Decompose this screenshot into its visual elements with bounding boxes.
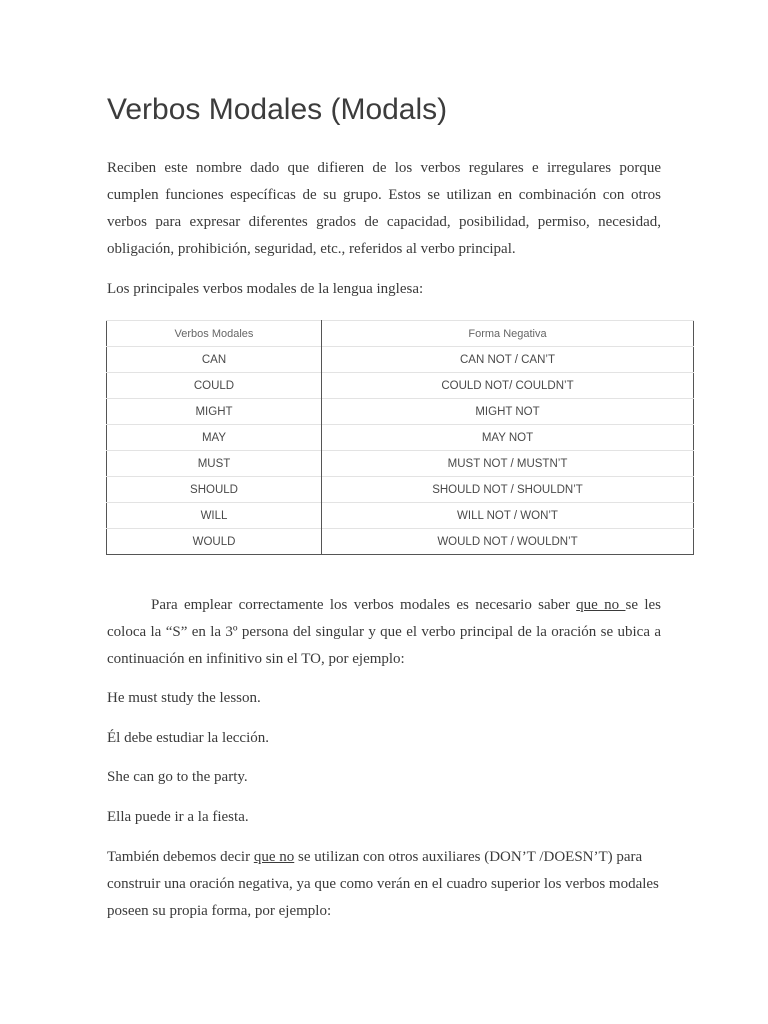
usage-text-after: se les coloca la “S” en la 3º persona del singular y que el verbo principal de la oración se ubica a continuación en infinitivo sin el TO, por ejemplo: <box>107 597 661 667</box>
header-cell-negative: Forma Negativa <box>322 321 694 347</box>
table-row <box>107 529 694 555</box>
table-row <box>107 425 694 451</box>
modal-verb-cell: WILL <box>107 503 322 529</box>
negative-form-cell: WOULD NOT / WOULDN’T <box>322 529 694 555</box>
aux-text-after: se utilizan con otros auxiliares (DON’T /DOESN’T) para construir una oración negativa, ya que como verán en el cuadro superior los verbos modales poseen su propia forma, por ejemplo: <box>107 849 659 919</box>
negative-form-cell: SHOULD NOT / SHOULDN’T <box>322 477 694 503</box>
modal-verb-cell: WOULD <box>107 529 322 555</box>
table-row <box>107 399 694 425</box>
modal-verbs-table <box>106 320 694 555</box>
example-sentence: She can go to the party. <box>107 769 248 785</box>
auxiliaries-paragraph <box>107 844 661 925</box>
table-row <box>107 477 694 503</box>
negative-form-cell: MUST NOT / MUSTN’T <box>322 451 694 477</box>
table-lead-text: Los principales verbos modales de la lengua inglesa: <box>107 281 424 297</box>
negative-form-cell: CAN NOT / CAN’T <box>322 347 694 373</box>
aux-text-before: También debemos decir <box>107 849 254 865</box>
table-row <box>107 347 694 373</box>
table-row <box>107 451 694 477</box>
modal-verb-cell: COULD <box>107 373 322 399</box>
negative-form-cell: MAY NOT <box>322 425 694 451</box>
negative-form-cell: MIGHT NOT <box>322 399 694 425</box>
modal-verb-cell: SHOULD <box>107 477 322 503</box>
negative-form-cell: COULD NOT/ COULDN’T <box>322 373 694 399</box>
aux-text-underlined: que no <box>253 849 295 865</box>
example-sentence: Ella puede ir a la fiesta. <box>107 809 249 825</box>
example-sentence: Él debe estudiar la lección. <box>107 730 270 746</box>
modal-verb-cell: MIGHT <box>107 399 322 425</box>
example-sentence: He must study the lesson. <box>107 690 261 706</box>
usage-text-underlined: que no <box>576 597 626 613</box>
header-cell-modal: Verbos Modales <box>107 321 322 347</box>
modal-verb-cell: MUST <box>107 451 322 477</box>
table-header-row <box>107 321 694 347</box>
usage-text-before: Para emplear correctamente los verbos modales es necesario saber <box>151 597 577 613</box>
intro-paragraph: Reciben este nombre dado que difieren de los verbos regulares e irregulares porque cumplen funciones específicas de su grupo. Estos se utilizan en combinación con otros verbos para expresar diferentes grados de capacidad, posibilidad, permiso, necesidad, obligación, prohibición, seguridad, etc., referidos al verbo principal. <box>107 160 661 257</box>
usage-paragraph <box>107 592 661 673</box>
table-row <box>107 373 694 399</box>
negative-form-cell: WILL NOT / WON’T <box>322 503 694 529</box>
modal-verb-cell: CAN <box>107 347 322 373</box>
table-row <box>107 503 694 529</box>
modal-verb-cell: MAY <box>107 425 322 451</box>
page-title: Verbos Modales (Modals) <box>107 93 448 126</box>
